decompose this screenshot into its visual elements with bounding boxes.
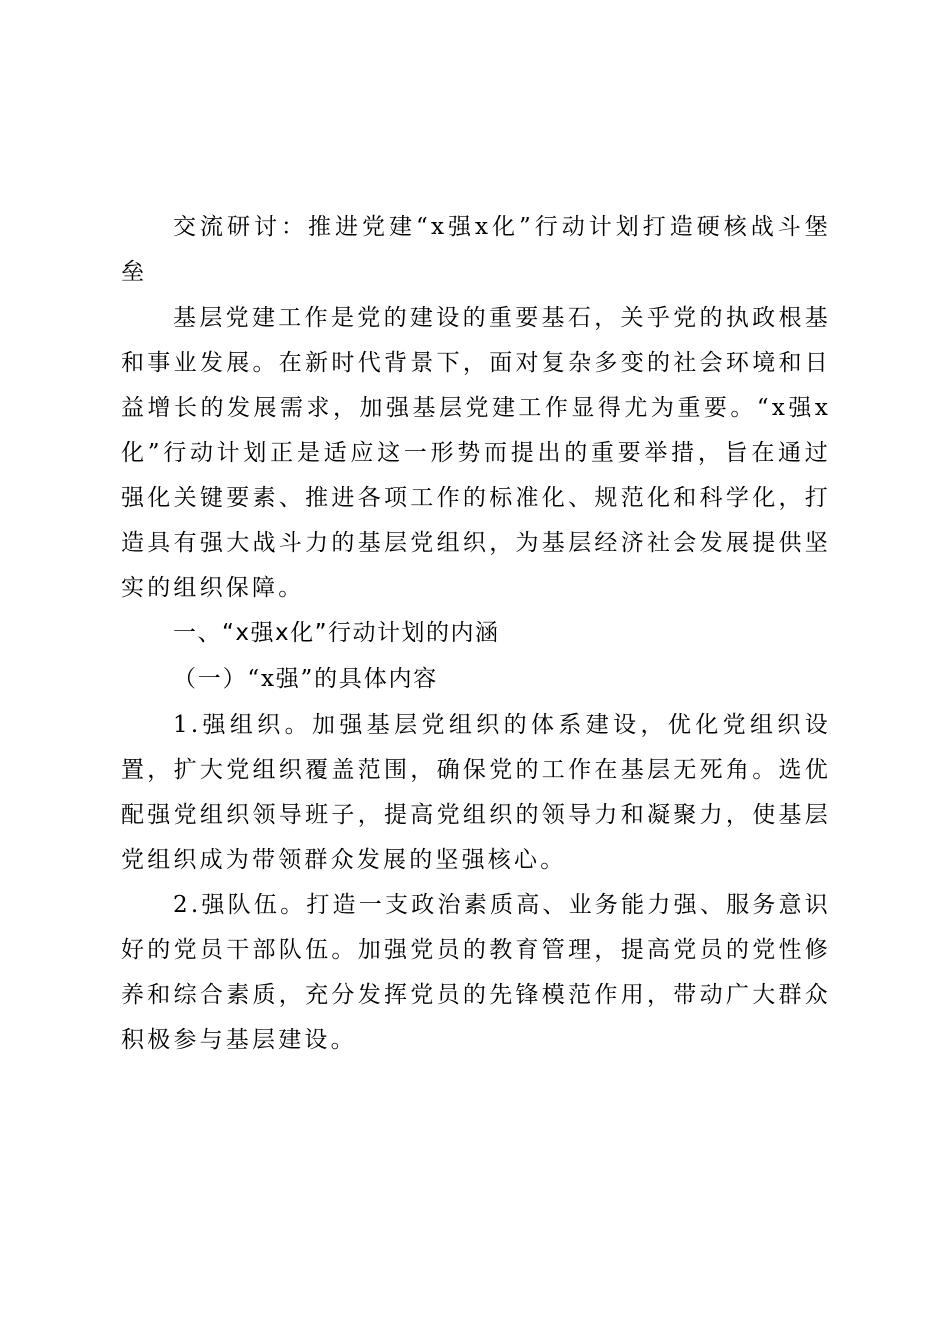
subsection-heading: （一）“x强”的具体内容 (173, 666, 439, 692)
point-paragraph-1: 1.强组织。加强基层党组织的体系建设，优化党组织设置，扩大党组织覆盖范围，确保党的工作在基层无死角。选优配强党组织领导班子，提高党组织的领导力和凝聚力，使基层党组织成为带领群众发展的坚强核心。 (121, 712, 831, 873)
section-heading: 一、“x强x化”行动计划的内涵 (173, 620, 500, 646)
document-body (121, 205, 831, 1063)
point-paragraph-2: 2.强队伍。打造一支政治素质高、业务能力强、服务意识好的党员干部队伍。加强党员的教育管理，提高党员的党性修养和综合素质，充分发挥党员的先锋模范作用，带动广大群众积极参与基层建设。 (121, 892, 831, 1053)
intro-paragraph: 基层党建工作是党的建设的重要基石，关乎党的执政根基和事业发展。在新时代背景下，面对复杂多变的社会环境和日益增长的发展需求，加强基层党建工作显得尤为重要。“x强x化”行动计划正是适应这一形势而提出的重要举措，旨在通过强化关键要素、推进各项工作的标准化、规范化和科学化，打造具有强大战斗力的基层党组织，为基层经济社会发展提供坚实的组织保障。 (121, 305, 831, 601)
document-title: 交流研讨：推进党建“x强x化”行动计划打造硬核战斗堡垒 (121, 214, 831, 285)
